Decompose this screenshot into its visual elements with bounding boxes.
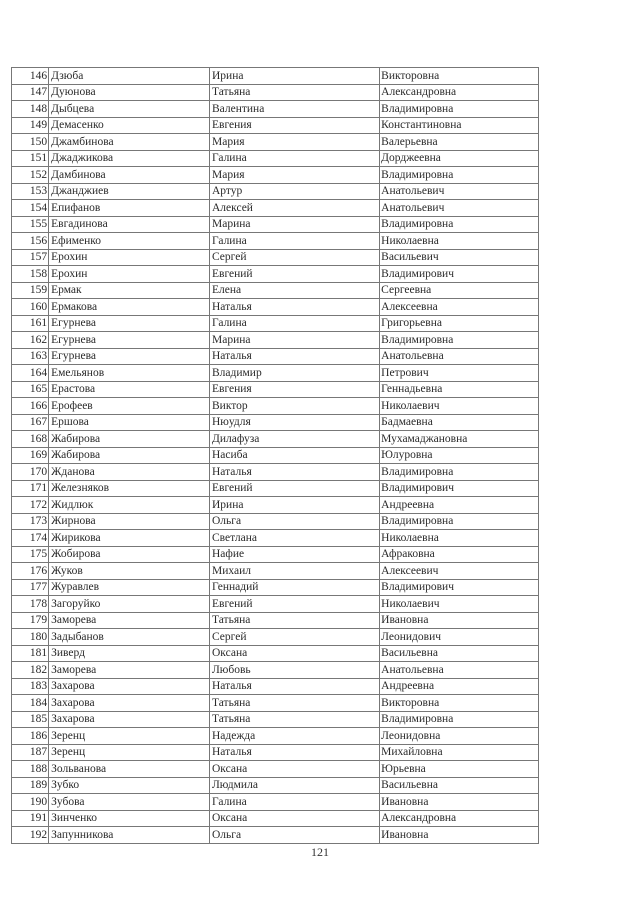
surname-cell: Емельянов xyxy=(49,365,210,382)
table-row xyxy=(12,332,539,349)
row-number-cell: 171 xyxy=(12,480,49,497)
patronymic-cell: Анатольевич xyxy=(380,200,539,217)
table-row xyxy=(12,480,539,497)
patronymic-cell: Сергеевна xyxy=(380,282,539,299)
table-row xyxy=(12,381,539,398)
first-name-cell: Наталья xyxy=(210,299,380,316)
surname-cell: Джанджиев xyxy=(49,183,210,200)
patronymic-cell: Васильевна xyxy=(380,777,539,794)
surname-cell: Ершова xyxy=(49,414,210,431)
table-row xyxy=(12,744,539,761)
patronymic-cell: Викторовна xyxy=(380,68,539,85)
surname-cell: Джамбинова xyxy=(49,134,210,151)
surname-cell: Заморева xyxy=(49,662,210,679)
surname-cell: Дзюба xyxy=(49,68,210,85)
surname-cell: Жидлюк xyxy=(49,497,210,514)
table-row xyxy=(12,68,539,85)
row-number-cell: 159 xyxy=(12,282,49,299)
patronymic-cell: Анатольевич xyxy=(380,183,539,200)
row-number-cell: 175 xyxy=(12,546,49,563)
page-number: 121 xyxy=(311,845,329,859)
table-row xyxy=(12,777,539,794)
surname-cell: Загоруйко xyxy=(49,596,210,613)
row-number-cell: 164 xyxy=(12,365,49,382)
patronymic-cell: Алексеевич xyxy=(380,563,539,580)
table-row xyxy=(12,728,539,745)
table-row xyxy=(12,282,539,299)
table-row xyxy=(12,84,539,101)
first-name-cell: Наталья xyxy=(210,464,380,481)
surname-cell: Жирнова xyxy=(49,513,210,530)
patronymic-cell: Андреевна xyxy=(380,497,539,514)
patronymic-cell: Геннадьевна xyxy=(380,381,539,398)
first-name-cell: Галина xyxy=(210,233,380,250)
table-row xyxy=(12,794,539,811)
patronymic-cell: Владимировна xyxy=(380,101,539,118)
table-row xyxy=(12,315,539,332)
row-number-cell: 167 xyxy=(12,414,49,431)
patronymic-cell: Бадмаевна xyxy=(380,414,539,431)
row-number-cell: 192 xyxy=(12,827,49,844)
first-name-cell: Ирина xyxy=(210,68,380,85)
first-name-cell: Марина xyxy=(210,216,380,233)
table-row xyxy=(12,348,539,365)
row-number-cell: 182 xyxy=(12,662,49,679)
first-name-cell: Евгения xyxy=(210,117,380,134)
row-number-cell: 153 xyxy=(12,183,49,200)
row-number-cell: 147 xyxy=(12,84,49,101)
table-row xyxy=(12,629,539,646)
surname-cell: Егурнева xyxy=(49,315,210,332)
patronymic-cell: Григорьевна xyxy=(380,315,539,332)
table-row xyxy=(12,827,539,844)
patronymic-cell: Ивановна xyxy=(380,794,539,811)
surname-cell: Жирикова xyxy=(49,530,210,547)
surname-cell: Джаджикова xyxy=(49,150,210,167)
first-name-cell: Наталья xyxy=(210,348,380,365)
surname-cell: Зубко xyxy=(49,777,210,794)
patronymic-cell: Михайловна xyxy=(380,744,539,761)
surname-cell: Железняков xyxy=(49,480,210,497)
patronymic-cell: Александровна xyxy=(380,810,539,827)
row-number-cell: 180 xyxy=(12,629,49,646)
first-name-cell: Виктор xyxy=(210,398,380,415)
patronymic-cell: Мухамаджановна xyxy=(380,431,539,448)
surname-cell: Егурнева xyxy=(49,348,210,365)
surname-cell: Епифанов xyxy=(49,200,210,217)
row-number-cell: 189 xyxy=(12,777,49,794)
row-number-cell: 146 xyxy=(12,68,49,85)
first-name-cell: Артур xyxy=(210,183,380,200)
table-row xyxy=(12,233,539,250)
first-name-cell: Евгений xyxy=(210,596,380,613)
surname-cell: Жабирова xyxy=(49,447,210,464)
patronymic-cell: Владимирович xyxy=(380,266,539,283)
patronymic-cell: Александровна xyxy=(380,84,539,101)
patronymic-cell: Дорджеевна xyxy=(380,150,539,167)
first-name-cell: Татьяна xyxy=(210,612,380,629)
first-name-cell: Дилафуза xyxy=(210,431,380,448)
surname-cell: Ерохин xyxy=(49,249,210,266)
surname-cell: Зиверд xyxy=(49,645,210,662)
row-number-cell: 184 xyxy=(12,695,49,712)
patronymic-cell: Владимировна xyxy=(380,332,539,349)
surname-cell: Ерохин xyxy=(49,266,210,283)
row-number-cell: 157 xyxy=(12,249,49,266)
row-number-cell: 165 xyxy=(12,381,49,398)
patronymic-cell: Юрьевна xyxy=(380,761,539,778)
table-row xyxy=(12,266,539,283)
first-name-cell: Любовь xyxy=(210,662,380,679)
row-number-cell: 172 xyxy=(12,497,49,514)
table-row xyxy=(12,200,539,217)
surname-cell: Демасенко xyxy=(49,117,210,134)
patronymic-cell: Васильевич xyxy=(380,249,539,266)
table-row xyxy=(12,612,539,629)
patronymic-cell: Васильевна xyxy=(380,645,539,662)
first-name-cell: Мария xyxy=(210,134,380,151)
row-number-cell: 149 xyxy=(12,117,49,134)
first-name-cell: Евгения xyxy=(210,381,380,398)
row-number-cell: 168 xyxy=(12,431,49,448)
row-number-cell: 173 xyxy=(12,513,49,530)
row-number-cell: 152 xyxy=(12,167,49,184)
row-number-cell: 156 xyxy=(12,233,49,250)
surname-cell: Дыбцева xyxy=(49,101,210,118)
surname-cell: Егурнева xyxy=(49,332,210,349)
patronymic-cell: Николаевич xyxy=(380,596,539,613)
table-row xyxy=(12,695,539,712)
row-number-cell: 174 xyxy=(12,530,49,547)
row-number-cell: 150 xyxy=(12,134,49,151)
surname-cell: Задыбанов xyxy=(49,629,210,646)
surname-cell: Ефименко xyxy=(49,233,210,250)
surname-cell: Захарова xyxy=(49,695,210,712)
row-number-cell: 160 xyxy=(12,299,49,316)
first-name-cell: Насиба xyxy=(210,447,380,464)
first-name-cell: Валентина xyxy=(210,101,380,118)
table-row xyxy=(12,464,539,481)
row-number-cell: 161 xyxy=(12,315,49,332)
first-name-cell: Нюудля xyxy=(210,414,380,431)
patronymic-cell: Владимировна xyxy=(380,464,539,481)
first-name-cell: Ирина xyxy=(210,497,380,514)
surname-cell: Дуюнова xyxy=(49,84,210,101)
row-number-cell: 190 xyxy=(12,794,49,811)
first-name-cell: Татьяна xyxy=(210,711,380,728)
first-name-cell: Сергей xyxy=(210,629,380,646)
surname-cell: Зинченко xyxy=(49,810,210,827)
first-name-cell: Галина xyxy=(210,315,380,332)
patronymic-cell: Владимировна xyxy=(380,216,539,233)
row-number-cell: 162 xyxy=(12,332,49,349)
table-row xyxy=(12,530,539,547)
row-number-cell: 181 xyxy=(12,645,49,662)
table-row xyxy=(12,431,539,448)
patronymic-cell: Анатольевна xyxy=(380,348,539,365)
table-row xyxy=(12,563,539,580)
table-row xyxy=(12,414,539,431)
surname-cell: Дамбинова xyxy=(49,167,210,184)
patronymic-cell: Андреевна xyxy=(380,678,539,695)
table-row xyxy=(12,117,539,134)
row-number-cell: 183 xyxy=(12,678,49,695)
patronymic-cell: Викторовна xyxy=(380,695,539,712)
first-name-cell: Светлана xyxy=(210,530,380,547)
patronymic-cell: Владимировна xyxy=(380,513,539,530)
patronymic-cell: Юлуровна xyxy=(380,447,539,464)
row-number-cell: 179 xyxy=(12,612,49,629)
first-name-cell: Татьяна xyxy=(210,84,380,101)
table-row xyxy=(12,711,539,728)
first-name-cell: Оксана xyxy=(210,810,380,827)
first-name-cell: Владимир xyxy=(210,365,380,382)
first-name-cell: Евгений xyxy=(210,480,380,497)
row-number-cell: 166 xyxy=(12,398,49,415)
patronymic-cell: Владимировна xyxy=(380,167,539,184)
table-row xyxy=(12,134,539,151)
surname-cell: Ерофеев xyxy=(49,398,210,415)
surname-cell: Запунникова xyxy=(49,827,210,844)
row-number-cell: 155 xyxy=(12,216,49,233)
patronymic-cell: Валерьевна xyxy=(380,134,539,151)
first-name-cell: Нафие xyxy=(210,546,380,563)
first-name-cell: Елена xyxy=(210,282,380,299)
row-number-cell: 191 xyxy=(12,810,49,827)
table-row xyxy=(12,761,539,778)
first-name-cell: Сергей xyxy=(210,249,380,266)
row-number-cell: 169 xyxy=(12,447,49,464)
surname-cell: Зольванова xyxy=(49,761,210,778)
surname-cell: Заморева xyxy=(49,612,210,629)
patronymic-cell: Ивановна xyxy=(380,827,539,844)
table-row xyxy=(12,513,539,530)
patronymic-cell: Леонидовна xyxy=(380,728,539,745)
row-number-cell: 163 xyxy=(12,348,49,365)
patronymic-cell: Петрович xyxy=(380,365,539,382)
table-row xyxy=(12,365,539,382)
patronymic-cell: Николаевна xyxy=(380,530,539,547)
table-row xyxy=(12,546,539,563)
surname-cell: Зеренц xyxy=(49,744,210,761)
first-name-cell: Михаил xyxy=(210,563,380,580)
surname-cell: Жуков xyxy=(49,563,210,580)
surname-cell: Жабирова xyxy=(49,431,210,448)
patronymic-cell: Владимирович xyxy=(380,579,539,596)
table-row xyxy=(12,183,539,200)
first-name-cell: Людмила xyxy=(210,777,380,794)
row-number-cell: 148 xyxy=(12,101,49,118)
first-name-cell: Ольга xyxy=(210,827,380,844)
table-row xyxy=(12,216,539,233)
first-name-cell: Алексей xyxy=(210,200,380,217)
patronymic-cell: Константиновна xyxy=(380,117,539,134)
first-name-cell: Наталья xyxy=(210,744,380,761)
row-number-cell: 151 xyxy=(12,150,49,167)
name-list xyxy=(11,67,539,844)
row-number-cell: 188 xyxy=(12,761,49,778)
table-row xyxy=(12,101,539,118)
row-number-cell: 170 xyxy=(12,464,49,481)
patronymic-cell: Афраковна xyxy=(380,546,539,563)
surname-cell: Захарова xyxy=(49,711,210,728)
patronymic-cell: Владимировна xyxy=(380,711,539,728)
first-name-cell: Галина xyxy=(210,150,380,167)
first-name-cell: Надежда xyxy=(210,728,380,745)
patronymic-cell: Алексеевна xyxy=(380,299,539,316)
table-row xyxy=(12,167,539,184)
row-number-cell: 178 xyxy=(12,596,49,613)
surname-cell: Ермак xyxy=(49,282,210,299)
table-row xyxy=(12,645,539,662)
first-name-cell: Евгений xyxy=(210,266,380,283)
patronymic-cell: Леонидович xyxy=(380,629,539,646)
row-number-cell: 176 xyxy=(12,563,49,580)
surname-cell: Евгадинова xyxy=(49,216,210,233)
surname-cell: Ермакова xyxy=(49,299,210,316)
surname-cell: Зубова xyxy=(49,794,210,811)
surname-cell: Захарова xyxy=(49,678,210,695)
name-table xyxy=(11,67,539,844)
first-name-cell: Татьяна xyxy=(210,695,380,712)
first-name-cell: Галина xyxy=(210,794,380,811)
first-name-cell: Оксана xyxy=(210,761,380,778)
first-name-cell: Марина xyxy=(210,332,380,349)
first-name-cell: Наталья xyxy=(210,678,380,695)
table-row xyxy=(12,678,539,695)
surname-cell: Зеренц xyxy=(49,728,210,745)
table-row xyxy=(12,662,539,679)
first-name-cell: Геннадий xyxy=(210,579,380,596)
row-number-cell: 187 xyxy=(12,744,49,761)
first-name-cell: Оксана xyxy=(210,645,380,662)
row-number-cell: 158 xyxy=(12,266,49,283)
row-number-cell: 186 xyxy=(12,728,49,745)
first-name-cell: Мария xyxy=(210,167,380,184)
patronymic-cell: Владимирович xyxy=(380,480,539,497)
surname-cell: Жданова xyxy=(49,464,210,481)
table-row xyxy=(12,150,539,167)
table-row xyxy=(12,579,539,596)
surname-cell: Жобирова xyxy=(49,546,210,563)
patronymic-cell: Анатольевна xyxy=(380,662,539,679)
patronymic-cell: Николаевна xyxy=(380,233,539,250)
first-name-cell: Ольга xyxy=(210,513,380,530)
row-number-cell: 185 xyxy=(12,711,49,728)
table-row xyxy=(12,447,539,464)
row-number-cell: 154 xyxy=(12,200,49,217)
table-row xyxy=(12,810,539,827)
surname-cell: Журавлев xyxy=(49,579,210,596)
patronymic-cell: Николаевич xyxy=(380,398,539,415)
table-row xyxy=(12,299,539,316)
patronymic-cell: Ивановна xyxy=(380,612,539,629)
table-row xyxy=(12,596,539,613)
surname-cell: Ерастова xyxy=(49,381,210,398)
table-row xyxy=(12,398,539,415)
table-row xyxy=(12,497,539,514)
table-row xyxy=(12,249,539,266)
row-number-cell: 177 xyxy=(12,579,49,596)
